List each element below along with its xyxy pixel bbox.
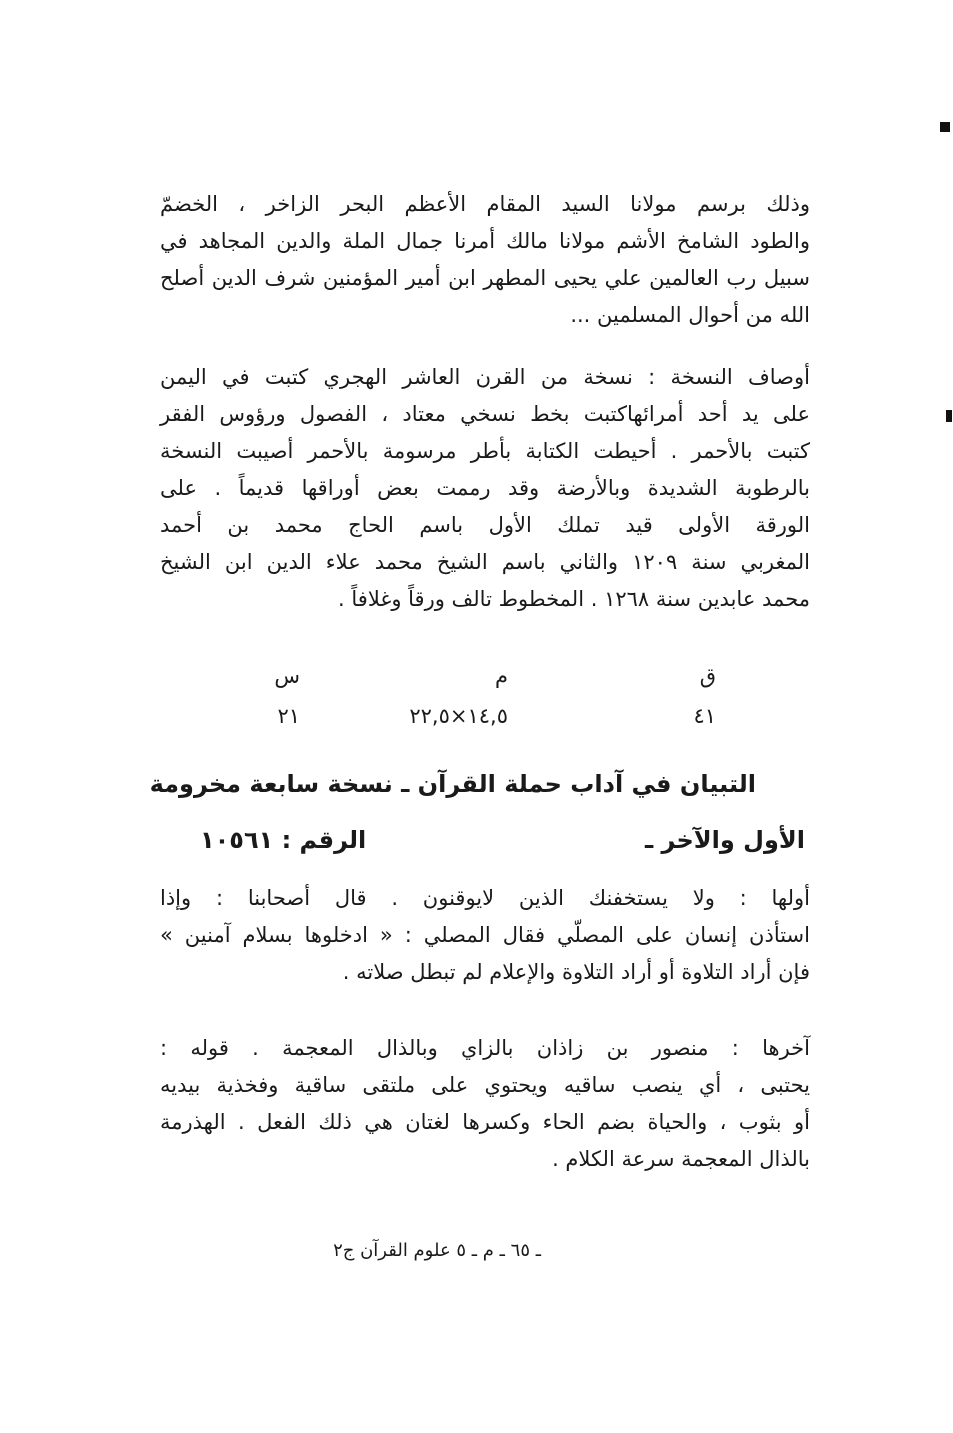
dedication-paragraph <box>160 186 810 334</box>
page-footer: ـ ٦٥ ـ م ـ ٥ علوم القرآن ج٢ <box>333 1240 541 1261</box>
value-folios: ٤١ <box>693 704 716 728</box>
text-line: آخرها : منصور بن زاذان بالزاي وبالذال المعجمة . قوله : <box>160 1036 810 1060</box>
value-lines: ٢١ <box>277 704 300 728</box>
manuscript-description-paragraph <box>160 359 810 618</box>
text-line: الله من أحوال المسلمين ... <box>570 303 810 327</box>
text-line: يحتبى ، أي ينصب ساقيه ويحتوي على ملتقى ساقية وفخذية بيديه <box>160 1073 810 1097</box>
text-line: على يد أحد أمرائهاكتبت بخط نسخي معتاد ، الفصول ورؤوس الفقر <box>160 402 810 426</box>
scan-mark <box>946 410 952 422</box>
text-line: استأذن إنسان على المصلّي فقال المصلي : « ادخلوها بسلام آمنين » <box>160 923 810 947</box>
scan-mark <box>940 122 950 132</box>
text-line: الورقة الأولى قيد تملك الأول باسم الحاج محمد بن أحمد <box>160 513 810 537</box>
incipit-paragraph <box>160 880 810 991</box>
text-line: محمد عابدين سنة ١٢٦٨ . المخطوط تالف ورقاً وغلافاً . <box>338 587 810 611</box>
value-size: ١٤,٥×٢٢,٥ <box>409 704 508 728</box>
text-line: وذلك برسم مولانا السيد المقام الأعظم البحر الزاخر ، الخضمّ <box>160 192 810 216</box>
text-line: بالذال المعجمة سرعة الكلام . <box>552 1147 810 1171</box>
text-line: بالرطوبة الشديدة وبالأرضة وقد رممت بعض أوراقها قديماً . على <box>160 476 810 500</box>
text-line: أو بثوب ، والحياة بضم الحاء وكسرها لغتان هي ذلك الفعل . الهذرمة <box>160 1110 810 1134</box>
dimensions-table-values <box>240 704 740 734</box>
entry-title-continuation: الأول والآخر ـ <box>645 826 805 854</box>
text-line: أولها : ولا يستخفنك الذين لايوقنون . قال أصحابنا : وإذا <box>160 886 810 910</box>
header-size: م <box>494 664 508 688</box>
header-folios: ق <box>699 664 716 688</box>
entry-title: التبيان في آداب حملة القرآن ـ نسخة سابعة مخرومة <box>149 770 756 798</box>
dimensions-table-header <box>240 664 740 694</box>
text-line: المغربي سنة ١٢٠٩ والثاني باسم الشيخ محمد علاء الدين ابن الشيخ <box>160 550 810 574</box>
catalog-number: الرقم : ١٠٥٦١ <box>200 826 367 854</box>
text-line: سبيل رب العالمين علي يحيى المطهر ابن أمير المؤمنين شرف الدين أصلح <box>160 266 810 290</box>
header-lines: س <box>274 664 300 688</box>
text-line: فإن أراد التلاوة أو أراد التلاوة والإعلام لم تبطل صلاته . <box>342 960 810 984</box>
text-line: أوصاف النسخة : نسخة من القرن العاشر الهجري كتبت في اليمن <box>160 365 810 389</box>
explicit-paragraph <box>160 1030 810 1178</box>
text-line: كتبت بالأحمر . أحيطت الكتابة بأطر مرسومة بالأحمر أصيبت النسخة <box>160 439 810 463</box>
text-line: والطود الشامخ الأشم مولانا مالك أمرنا جمال الملة والدين المجاهد في <box>160 229 810 253</box>
